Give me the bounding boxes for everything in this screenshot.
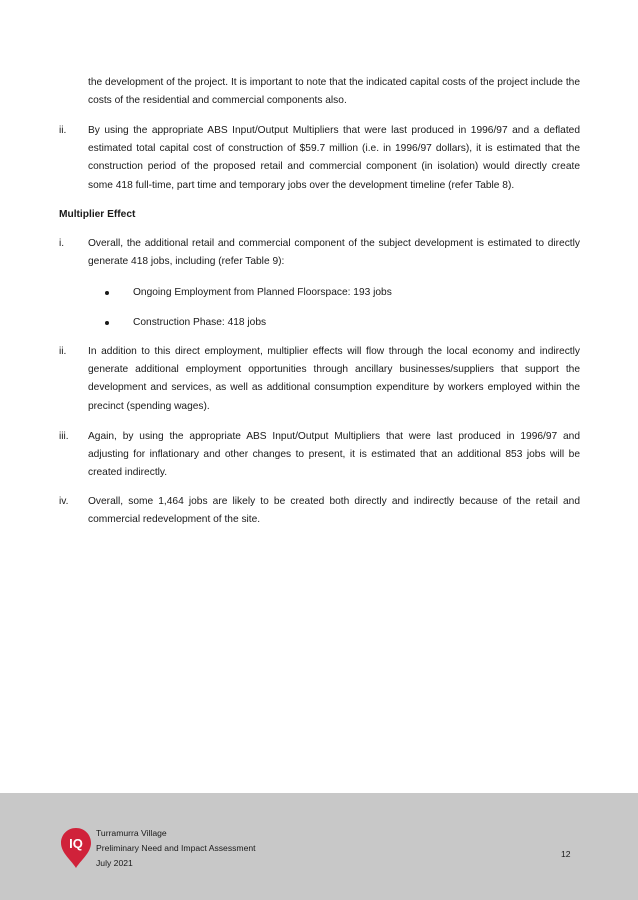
intro-paragraph: the development of the project. It is important to note that the indicated capital costs of the project include the costs of the residential and commercial components also. — [88, 77, 580, 107]
multiplier-item-iv-label: iv. — [59, 496, 69, 507]
footer-date: July 2021 — [96, 858, 133, 868]
item-ii-label: ii. — [59, 125, 67, 136]
multiplier-item-iii-label: iii. — [59, 431, 69, 442]
item-ii-paragraph: By using the appropriate ABS Input/Output Multipliers that were last produced in 1996/97 and a deflated estimated total capital cost of construction of $59.7 million (i.e. in 1996/97 dollars), it is estimated that the construction period of the proposed retail and commercial component (in isolation) would directly create some 418 full-time, part time and temporary jobs over the development timeline (refer Table 8). — [88, 125, 580, 191]
multiplier-item-i-paragraph: Overall, the additional retail and commercial component of the subject development is estimated to directly generate 418 jobs, including (refer Table 9): — [88, 238, 580, 268]
multiplier-item-i-label: i. — [59, 238, 65, 249]
multiplier-item-iii-paragraph: Again, by using the appropriate ABS Input/Output Multipliers that were last produced in 1996/97 and adjusting for inflationary and other changes to present, it is estimated that an additional 853 jobs will be created indirectly. — [88, 431, 580, 479]
footer-project-name: Turramurra Village — [96, 828, 167, 838]
section-heading: Multiplier Effect — [59, 209, 136, 220]
logo-text: IQ — [69, 836, 83, 851]
page-number: 12 — [561, 849, 571, 859]
multiplier-item-ii-label: ii. — [59, 346, 67, 357]
bullet-item: Construction Phase: 418 jobs — [133, 317, 267, 328]
multiplier-item-ii-paragraph: In addition to this direct employment, multiplier effects will flow through the local economy and indirectly generate additional employment opportunities through ancillary businesses/suppliers that support the development and services, as well as additional consumption expenditure by workers employed within the precinct (spending wages). — [88, 346, 580, 412]
iq-logo — [60, 827, 92, 869]
bullet-dot — [105, 321, 109, 325]
footer-report-title: Preliminary Need and Impact Assessment — [96, 843, 256, 853]
bullet-dot — [105, 291, 109, 295]
bullet-item: Ongoing Employment from Planned Floorspace: 193 jobs — [133, 287, 392, 298]
multiplier-item-iv-paragraph: Overall, some 1,464 jobs are likely to be created both directly and indirectly because of the retail and commercial redevelopment of the site. — [88, 496, 580, 526]
